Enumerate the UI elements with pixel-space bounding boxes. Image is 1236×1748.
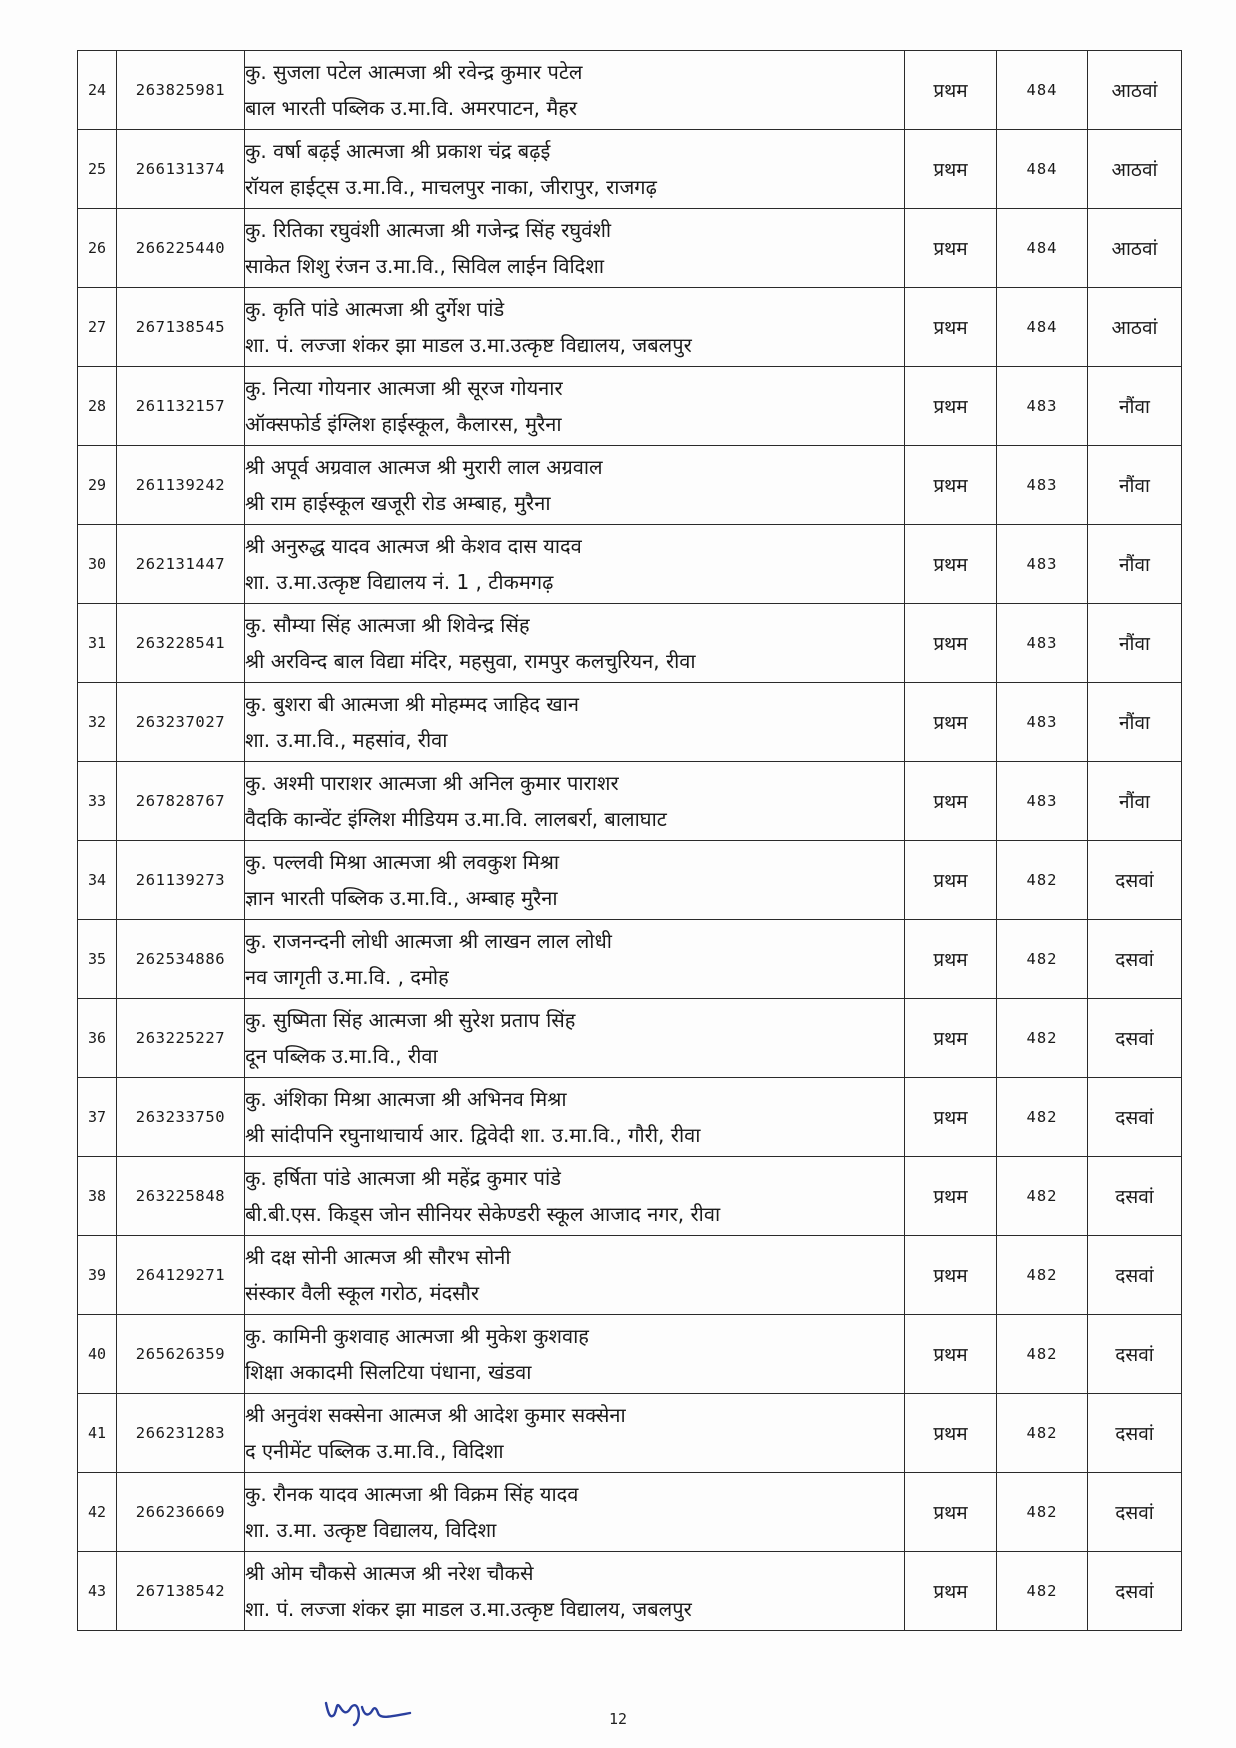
student-name: कु. रितिका रघुवंशी आत्मजा श्री गजेन्द्र सिंह रघुवंशी [245,218,612,242]
division-cell: प्रथम [905,1315,997,1394]
rank-cell: नौंवा [1088,762,1182,841]
marks-cell: 483 [997,446,1088,525]
serial-number-cell: 34 [78,841,117,920]
student-name: कु. राजनन्दनी लोधी आत्मजा श्री लाखन लाल लोधी [245,929,612,953]
marks-cell: 483 [997,525,1088,604]
table-row [78,1236,1182,1315]
student-name: कु. कृति पांडे आत्मजा श्री दुर्गेश पांडे [245,297,505,321]
school-name: शा. उ.मा.वि., महसांव, रीवा [245,728,448,752]
school-name: बाल भारती पब्लिक उ.मा.वि. अमरपाटन, मैहर [245,96,578,120]
serial-number-cell: 27 [78,288,117,367]
serial-number-cell: 33 [78,762,117,841]
rank-cell: दसवां [1088,1315,1182,1394]
division-cell: प्रथम [905,1473,997,1552]
school-name: वैदकि कान्वेंट इंग्लिश मीडियम उ.मा.वि. लालबर्रा, बालाघाट [245,807,667,831]
roll-number-cell: 261132157 [117,367,245,446]
roll-number-cell: 261139273 [117,841,245,920]
school-name: साकेत शिशु रंजन उ.मा.वि., सिविल लाईन विदिशा [245,254,605,278]
student-details-cell [245,525,905,604]
table-row [78,1552,1182,1631]
rank-cell: नौंवा [1088,604,1182,683]
school-name: शा. उ.मा.उत्कृष्ट विद्यालय नं. 1 , टीकमगढ़ [245,570,554,594]
roll-number-cell: 266231283 [117,1394,245,1473]
page-number: 12 [608,1710,628,1728]
student-name: श्री अनुरुद्ध यादव आत्मज श्री केशव दास यादव [245,534,582,558]
marks-cell: 482 [997,999,1088,1078]
marks-cell: 482 [997,841,1088,920]
marks-cell: 482 [997,1315,1088,1394]
table-row [78,1315,1182,1394]
table-row [78,1473,1182,1552]
student-name: कु. सुजला पटेल आत्मजा श्री रवेन्द्र कुमार पटेल [245,60,583,84]
roll-number-cell: 263237027 [117,683,245,762]
serial-number-cell: 42 [78,1473,117,1552]
student-details-cell [245,1157,905,1236]
marks-cell: 484 [997,51,1088,130]
table-row [78,604,1182,683]
division-cell: प्रथम [905,999,997,1078]
student-details-cell [245,1315,905,1394]
division-cell: प्रथम [905,130,997,209]
table-row [78,130,1182,209]
roll-number-cell: 264129271 [117,1236,245,1315]
student-name: कु. अंशिका मिश्रा आत्मजा श्री अभिनव मिश्रा [245,1087,567,1111]
rank-cell: नौंवा [1088,367,1182,446]
serial-number-cell: 37 [78,1078,117,1157]
serial-number-cell: 24 [78,51,117,130]
marks-cell: 482 [997,1157,1088,1236]
merit-list-body [78,51,1182,1631]
student-details-cell [245,446,905,525]
student-details-cell [245,841,905,920]
school-name: नव जागृती उ.मा.वि. , दमोह [245,965,449,989]
serial-number-cell: 28 [78,367,117,446]
division-cell: प्रथम [905,920,997,999]
roll-number-cell: 262131447 [117,525,245,604]
student-name: कु. पल्लवी मिश्रा आत्मजा श्री लवकुश मिश्रा [245,850,560,874]
rank-cell: दसवां [1088,1236,1182,1315]
student-name: श्री दक्ष सोनी आत्मज श्री सौरभ सोनी [245,1245,511,1269]
roll-number-cell: 266236669 [117,1473,245,1552]
school-name: संस्कार वैली स्कूल गरोठ, मंदसौर [245,1281,480,1305]
school-name: बी.बी.एस. किड्स जोन सीनियर सेकेण्डरी स्कूल आजाद नगर, रीवा [245,1202,721,1226]
rank-cell: आठवां [1088,51,1182,130]
marks-cell: 484 [997,130,1088,209]
student-name: कु. रौनक यादव आत्मजा श्री विक्रम सिंह यादव [245,1482,579,1506]
rank-cell: नौंवा [1088,525,1182,604]
rank-cell: दसवां [1088,1473,1182,1552]
table-row [78,288,1182,367]
school-name: श्री राम हाईस्कूल खजूरी रोड अम्बाह, मुरैना [245,491,551,515]
student-details-cell [245,130,905,209]
division-cell: प्रथम [905,1157,997,1236]
roll-number-cell: 263225848 [117,1157,245,1236]
serial-number-cell: 30 [78,525,117,604]
student-name: कु. हर्षिता पांडे आत्मजा श्री महेंद्र कुमार पांडे [245,1166,561,1190]
table-row [78,51,1182,130]
student-details-cell [245,762,905,841]
roll-number-cell: 267138542 [117,1552,245,1631]
school-name: दून पब्लिक उ.मा.वि., रीवा [245,1044,438,1068]
marks-cell: 483 [997,762,1088,841]
division-cell: प्रथम [905,1394,997,1473]
table-row [78,367,1182,446]
table-row [78,525,1182,604]
merit-list-table [77,50,1182,1631]
student-name: श्री अनुवंश सक्सेना आत्मज श्री आदेश कुमार सक्सेना [245,1403,626,1427]
division-cell: प्रथम [905,1552,997,1631]
serial-number-cell: 31 [78,604,117,683]
student-details-cell [245,51,905,130]
division-cell: प्रथम [905,525,997,604]
rank-cell: दसवां [1088,841,1182,920]
marks-cell: 482 [997,1236,1088,1315]
serial-number-cell: 26 [78,209,117,288]
rank-cell: दसवां [1088,920,1182,999]
student-details-cell [245,1078,905,1157]
table-row [78,920,1182,999]
student-name: कु. सुष्मिता सिंह आत्मजा श्री सुरेश प्रताप सिंह [245,1008,576,1032]
student-details-cell [245,1236,905,1315]
serial-number-cell: 36 [78,999,117,1078]
table-row [78,446,1182,525]
student-name: कु. कामिनी कुशवाह आत्मजा श्री मुकेश कुशवाह [245,1324,589,1348]
student-name: कु. वर्षा बढ़ई आत्मजा श्री प्रकाश चंद्र बढ़ई [245,139,551,163]
serial-number-cell: 29 [78,446,117,525]
school-name: ज्ञान भारती पब्लिक उ.मा.वि., अम्बाह मुरैना [245,886,558,910]
table-row [78,999,1182,1078]
table-row [78,209,1182,288]
roll-number-cell: 262534886 [117,920,245,999]
rank-cell: आठवां [1088,130,1182,209]
division-cell: प्रथम [905,209,997,288]
roll-number-cell: 263233750 [117,1078,245,1157]
student-details-cell [245,1552,905,1631]
student-details-cell [245,604,905,683]
marks-cell: 482 [997,1394,1088,1473]
roll-number-cell: 263225227 [117,999,245,1078]
rank-cell: नौंवा [1088,446,1182,525]
division-cell: प्रथम [905,683,997,762]
serial-number-cell: 39 [78,1236,117,1315]
student-name: कु. बुशरा बी आत्मजा श्री मोहम्मद जाहिद खान [245,692,579,716]
rank-cell: आठवां [1088,288,1182,367]
marks-cell: 484 [997,288,1088,367]
division-cell: प्रथम [905,604,997,683]
rank-cell: दसवां [1088,1552,1182,1631]
rank-cell: दसवां [1088,1394,1182,1473]
student-details-cell [245,209,905,288]
rank-cell: दसवां [1088,1157,1182,1236]
serial-number-cell: 43 [78,1552,117,1631]
roll-number-cell: 263228541 [117,604,245,683]
student-details-cell [245,1394,905,1473]
division-cell: प्रथम [905,762,997,841]
school-name: शिक्षा अकादमी सिलटिया पंधाना, खंडवा [245,1360,532,1384]
student-name: श्री अपूर्व अग्रवाल आत्मज श्री मुरारी लाल अग्रवाल [245,455,603,479]
table-row [78,683,1182,762]
table-row [78,1394,1182,1473]
serial-number-cell: 35 [78,920,117,999]
rank-cell: दसवां [1088,999,1182,1078]
student-name: कु. नित्या गोयनार आत्मजा श्री सूरज गोयनार [245,376,563,400]
division-cell: प्रथम [905,288,997,367]
table-row [78,762,1182,841]
marks-cell: 482 [997,920,1088,999]
serial-number-cell: 41 [78,1394,117,1473]
division-cell: प्रथम [905,1236,997,1315]
rank-cell: दसवां [1088,1078,1182,1157]
student-name: कु. अश्मी पाराशर आत्मजा श्री अनिल कुमार पाराशर [245,771,619,795]
division-cell: प्रथम [905,1078,997,1157]
roll-number-cell: 267828767 [117,762,245,841]
school-name: ऑक्सफोर्ड इंग्लिश हाईस्कूल, कैलारस, मुरैना [245,412,562,436]
student-details-cell [245,683,905,762]
roll-number-cell: 266225440 [117,209,245,288]
school-name: शा. उ.मा. उत्कृष्ट विद्यालय, विदिशा [245,1518,497,1542]
school-name: शा. पं. लज्जा शंकर झा माडल उ.मा.उत्कृष्ट विद्यालय, जबलपुर [245,333,692,357]
school-name: शा. पं. लज्जा शंकर झा माडल उ.मा.उत्कृष्ट विद्यालय, जबलपुर [245,1597,692,1621]
roll-number-cell: 261139242 [117,446,245,525]
student-name: कु. सौम्या सिंह आत्मजा श्री शिवेन्द्र सिंह [245,613,530,637]
student-details-cell [245,920,905,999]
school-name: द एनीमेंट पब्लिक उ.मा.वि., विदिशा [245,1439,504,1463]
serial-number-cell: 32 [78,683,117,762]
division-cell: प्रथम [905,446,997,525]
roll-number-cell: 267138545 [117,288,245,367]
table-row [78,841,1182,920]
serial-number-cell: 25 [78,130,117,209]
student-details-cell [245,367,905,446]
school-name: श्री सांदीपनि रघुनाथाचार्य आर. द्विवेदी शा. उ.मा.वि., गौरी, रीवा [245,1123,701,1147]
marks-cell: 483 [997,367,1088,446]
division-cell: प्रथम [905,51,997,130]
table-row [78,1078,1182,1157]
roll-number-cell: 266131374 [117,130,245,209]
marks-cell: 484 [997,209,1088,288]
division-cell: प्रथम [905,841,997,920]
table-row [78,1157,1182,1236]
roll-number-cell: 263825981 [117,51,245,130]
rank-cell: नौंवा [1088,683,1182,762]
serial-number-cell: 38 [78,1157,117,1236]
student-details-cell [245,1473,905,1552]
division-cell: प्रथम [905,367,997,446]
student-details-cell [245,999,905,1078]
school-name: श्री अरविन्द बाल विद्या मंदिर, महसुवा, रामपुर कलचुरियन, रीवा [245,649,696,673]
marks-cell: 482 [997,1473,1088,1552]
marks-cell: 483 [997,604,1088,683]
rank-cell: आठवां [1088,209,1182,288]
school-name: रॉयल हाईट्स उ.मा.वि., माचलपुर नाका, जीरापुर, राजगढ़ [245,175,657,199]
marks-cell: 482 [997,1078,1088,1157]
marks-cell: 482 [997,1552,1088,1631]
roll-number-cell: 265626359 [117,1315,245,1394]
marks-cell: 483 [997,683,1088,762]
serial-number-cell: 40 [78,1315,117,1394]
student-details-cell [245,288,905,367]
student-name: श्री ओम चौकसे आत्मज श्री नरेश चौकसे [245,1561,534,1585]
